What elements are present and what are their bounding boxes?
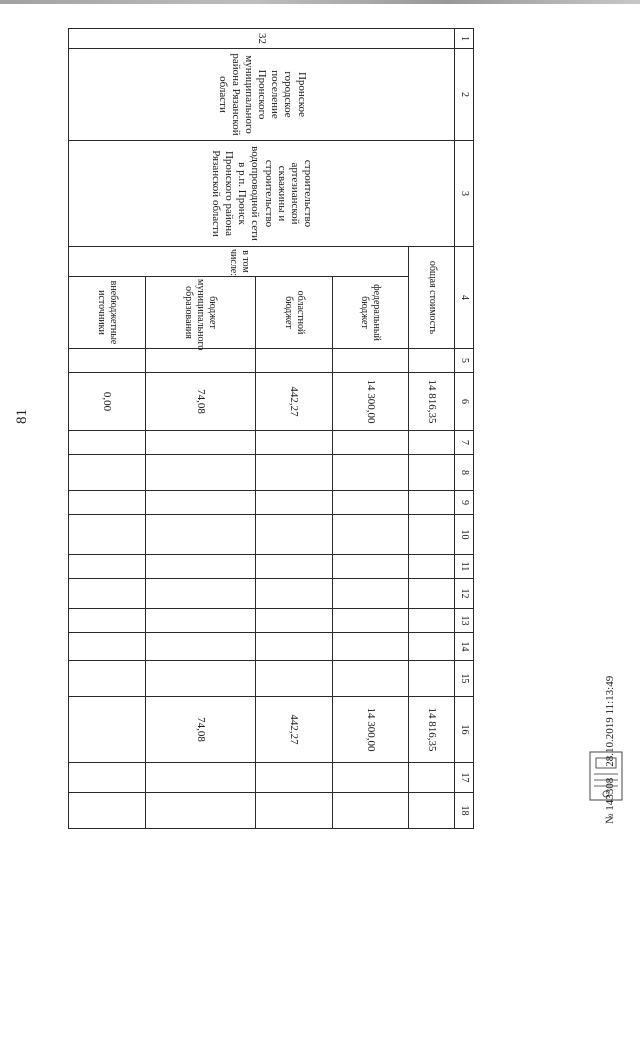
col-number: 10 — [455, 515, 474, 555]
col-number: 2 — [455, 49, 474, 141]
including-label: в том числе: — [69, 247, 409, 277]
table-row — [409, 29, 455, 829]
value-col16: 442,27 — [256, 697, 333, 763]
row-number: 32 — [69, 29, 455, 49]
col-number: 1 — [455, 29, 474, 49]
signature-date: 28.10.2019 11:13:49 — [604, 675, 616, 767]
col-number: 14 — [455, 633, 474, 661]
funding-table — [68, 28, 474, 829]
funding-source: областной бюджет — [256, 277, 333, 349]
value-col16: 74,08 — [145, 697, 256, 763]
object-cell: строительство артезианской скважины и строительство водопроводной сети в р.п. Пронск Пронского района Рязанской области — [69, 141, 455, 247]
col-number: 9 — [455, 491, 474, 515]
value-col6: 74,08 — [145, 373, 256, 431]
col-number: 6 — [455, 373, 474, 431]
col-number: 5 — [455, 349, 474, 373]
col-number: 17 — [455, 763, 474, 793]
col-number: 4 — [455, 247, 474, 349]
value-col6: 0,00 — [69, 373, 146, 431]
col-number: 11 — [455, 555, 474, 579]
document-id: № 143308 — [604, 777, 616, 824]
col-number: 3 — [455, 141, 474, 247]
scan-edge-artifact — [0, 0, 640, 4]
municipality-cell: Пронское городское поселение Пронского муниципального района Рязанской области — [69, 49, 455, 141]
value-col16: 14 816,35 — [409, 697, 455, 763]
signature-stamp — [604, 675, 624, 1064]
col-number: 16 — [455, 697, 474, 763]
col-number: 18 — [455, 793, 474, 829]
value-col6: 14 300,00 — [332, 373, 409, 431]
value-col6: 14 816,35 — [409, 373, 455, 431]
funding-source: внебюджетные источники — [69, 277, 146, 349]
column-number-row — [455, 29, 474, 829]
col-number: 12 — [455, 579, 474, 609]
col-number: 13 — [455, 609, 474, 633]
col-number: 8 — [455, 455, 474, 491]
table-rotator — [68, 28, 474, 816]
funding-source: федеральный бюджет — [332, 277, 409, 349]
page-number: 81 — [14, 409, 30, 424]
value-col6: 442,27 — [256, 373, 333, 431]
funding-source: бюджет муниципального образования — [145, 277, 256, 349]
value-col16 — [69, 697, 146, 763]
col-number: 15 — [455, 661, 474, 697]
value-col16: 14 300,00 — [332, 697, 409, 763]
funding-source: общая стоимость — [409, 247, 455, 349]
col-number: 7 — [455, 431, 474, 455]
